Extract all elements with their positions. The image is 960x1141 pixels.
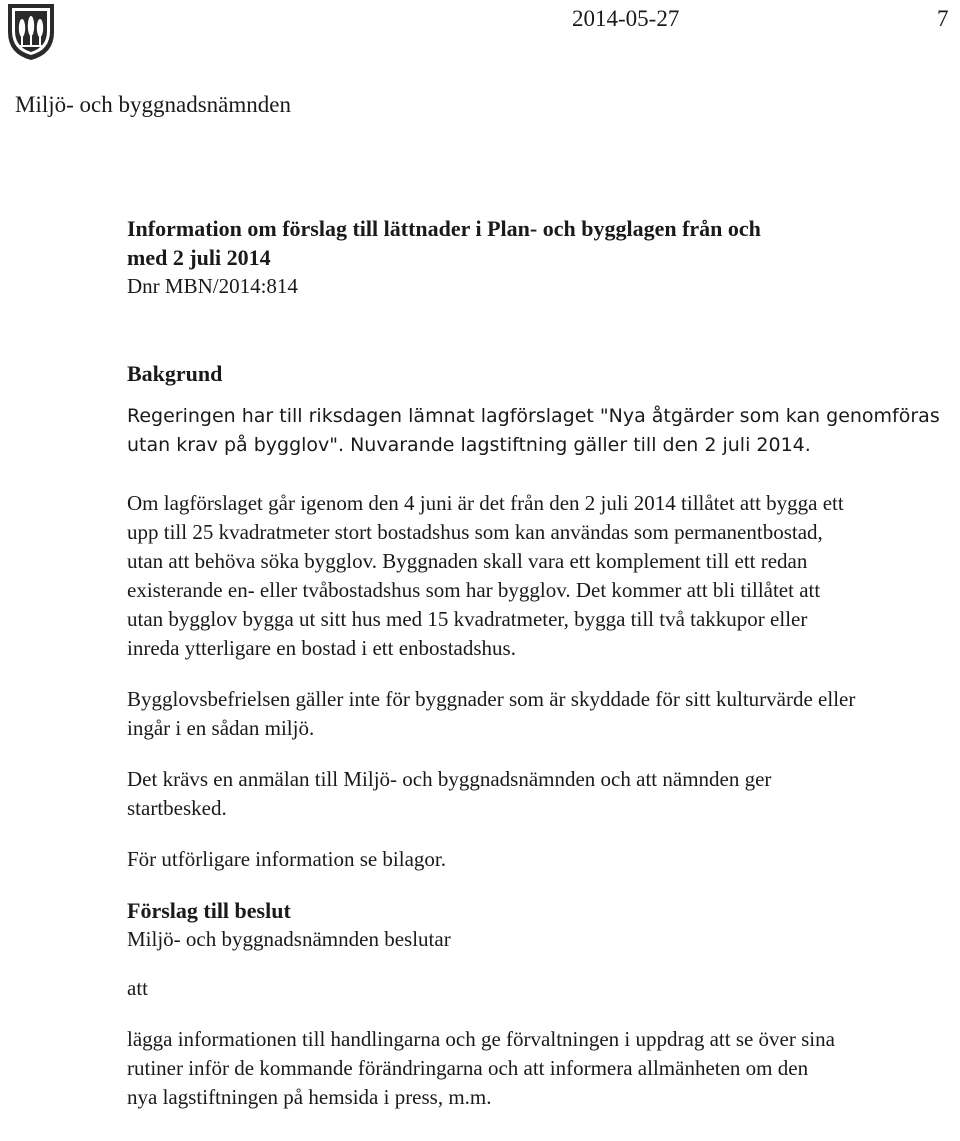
document-title: [127, 214, 957, 272]
paragraph-background-2: [127, 489, 957, 663]
coat-of-arms-icon: [6, 2, 56, 62]
text-line: inreda ytterligare en bostad i ett enbostadshus.: [127, 636, 516, 660]
committee-name: Miljö- och byggnadsnämnden: [15, 92, 291, 117]
decision-att: att: [127, 976, 148, 1000]
text-line: nya lagstiftningen på hemsida i press, m.m.: [127, 1085, 492, 1109]
title-line: med 2 juli 2014: [127, 245, 271, 270]
text-line: utan krav på bygglov". Nuvarande lagstiftning gäller till den 2 juli 2014.: [127, 434, 811, 456]
paragraph-background-3: [127, 685, 957, 743]
text-line: existerande en- eller tvåbostadshus som har bygglov. Det kommer att bli tillåtet att: [127, 578, 821, 602]
text-line: lägga informationen till handlingarna och ge förvaltningen i uppdrag att se över sina: [127, 1027, 835, 1051]
section-heading-proposal: Förslag till beslut: [127, 898, 291, 923]
text-line: upp till 25 kvadratmeter stort bostadshus som kan användas som permanentbostad,: [127, 520, 823, 544]
section-heading-background: Bakgrund: [127, 361, 223, 386]
document-date: 2014-05-27: [572, 6, 680, 31]
paragraph-background-1: [127, 402, 957, 460]
paragraph-background-5: För utförligare information se bilagor.: [127, 847, 447, 871]
text-line: Bygglovsbefrielsen gäller inte för byggnader som är skyddade för sitt kulturvärde eller: [127, 687, 856, 711]
text-line: rutiner inför de kommande förändringarna och att informera allmänheten om den: [127, 1056, 809, 1080]
text-line: ingår i en sådan miljö.: [127, 716, 315, 740]
paragraph-background-4: [127, 765, 957, 823]
text-line: startbesked.: [127, 796, 227, 820]
text-line: utan att behöva söka bygglov. Byggnaden skall vara ett komplement till ett redan: [127, 549, 808, 573]
diary-number: Dnr MBN/2014:814: [127, 274, 298, 298]
text-line: Regeringen har till riksdagen lämnat lagförslaget "Nya åtgärder som kan genomföras: [127, 405, 940, 427]
text-line: Om lagförslaget går igenom den 4 juni är det från den 2 juli 2014 tillåtet att bygga ett: [127, 491, 844, 515]
decision-text: [127, 1025, 957, 1112]
document-body: [127, 214, 957, 1112]
title-line: Information om förslag till lättnader i Plan- och bygglagen från och: [127, 216, 761, 241]
text-line: Det krävs en anmälan till Miljö- och byggnadsnämnden och att nämnden ger: [127, 767, 772, 791]
municipal-logo-icon: [6, 2, 56, 62]
decision-intro: Miljö- och byggnadsnämnden beslutar: [127, 927, 451, 951]
text-line: utan bygglov bygga ut sitt hus med 15 kvadratmeter, bygga till två takkupor eller: [127, 607, 808, 631]
page-number: 7: [937, 6, 949, 31]
